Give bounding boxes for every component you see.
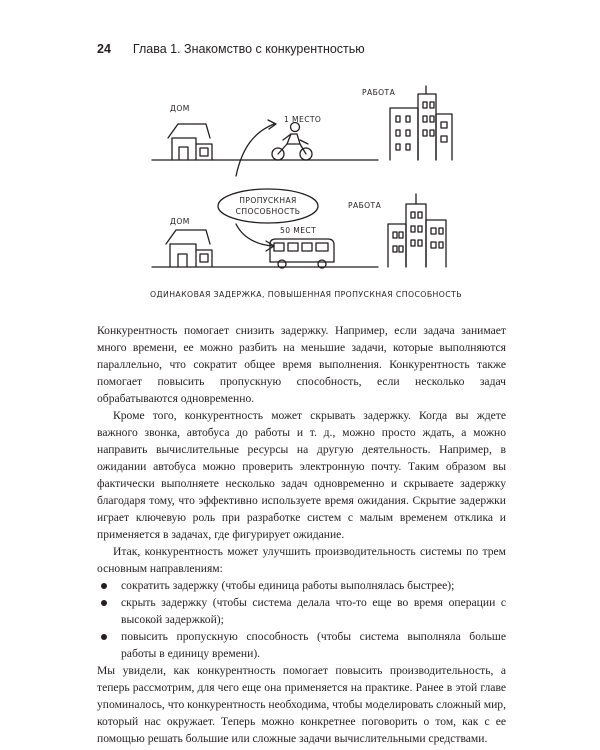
chapter-title: Глава 1. Знакомство с конкурентностью: [132, 42, 365, 56]
home-house-bottom-icon: [166, 230, 212, 267]
list-item: [97, 628, 506, 662]
bullet-icon: [101, 583, 107, 589]
label-throughput-line2: СПОСОБНОСТЬ: [235, 207, 301, 216]
paragraph-1: Конкурентность помогает снизить задержку. Например, если задача занимает много времени, ее можно разбить на меньшие задачи, которые выполняются параллельно, что сократит общее время выполнения. Конкурентность также помогает повысить пропускную способность, если несколько задач обрабатываются одновременно.: [97, 324, 506, 405]
label-fifty-seats: 50 МЕСТ: [280, 226, 317, 235]
list-item-text: сократить задержку (чтобы единица работы выполнялась быстрее);: [121, 579, 455, 592]
arrow-to-bus: [236, 224, 272, 246]
label-work-bottom: РАБОТА: [348, 201, 382, 210]
paragraph-2: Кроме того, конкурентность может скрывать задержку. Когда вы ждете важного звонка, автобуса до работы и т. д., можно просто ждать, а можно направить вычислительные ресурсы на другую деятельность. Например, в ожидании автобуса можно проверить электронную почту. Таким образом вы фактически выполняете несколько задач одновременно и скрываете задержку благодаря тому, что эффективно используете время ожидания. Скрытие задержки играет ключевую роль при разработке систем с малым временем отклика и применяется в задачах, где фигурирует ожидание.: [97, 409, 506, 541]
page-number: 24: [97, 42, 111, 56]
motorcycle-icon: [272, 123, 312, 161]
figure-caption: ОДИНАКОВАЯ ЗАДЕРЖКА, ПОВЫШЕННАЯ ПРОПУСКНАЯ СПОСОБНОСТЬ: [150, 290, 462, 299]
list-item-text: скрыть задержку (чтобы система делала что-то еще во время операции с высокой задержкой);: [121, 596, 506, 626]
office-building-bottom-icon: [388, 194, 446, 267]
paragraph-4: Мы увидели, как конкурентность помогает повысить производительность, а теперь рассмотрим, для чего еще она применяется на практике. Ранее в этой главе упоминалось, что конкурентность необходима, чтобы моделировать сложный мир, который нас окружает. Теперь можно конкретнее поговорить о том, как с ее помощью решать большие или сложные задачи вычислительными средствами.: [97, 664, 506, 745]
office-building-top-icon: [390, 86, 452, 160]
bullet-icon: [101, 600, 107, 606]
list-item: [97, 577, 506, 594]
label-throughput-line1: ПРОПУСКНАЯ: [239, 196, 297, 205]
label-home-top: ДОМ: [170, 104, 190, 113]
label-work-top: РАБОТА: [362, 88, 396, 97]
bullet-icon: [101, 634, 107, 640]
arrow-to-motorcycle: [236, 124, 274, 176]
bus-icon: [270, 239, 334, 268]
paragraph-3: Итак, конкурентность может улучшить производительность системы по трем основным направлениям:: [97, 545, 506, 575]
home-house-top-icon: [168, 124, 212, 160]
running-head: [97, 42, 365, 56]
label-one-seat: 1 МЕСТО: [284, 115, 322, 124]
list-item: [97, 594, 506, 628]
illustration-svg: [150, 84, 465, 312]
label-home-bottom: ДОМ: [170, 217, 190, 226]
body-text: [97, 322, 506, 747]
throughput-oval: [218, 189, 318, 223]
list-item-text: повысить пропускную способность (чтобы система выполняла больше работы в единицу времени).: [121, 630, 506, 660]
bullet-list: [97, 577, 506, 662]
latency-throughput-illustration: [150, 84, 465, 312]
